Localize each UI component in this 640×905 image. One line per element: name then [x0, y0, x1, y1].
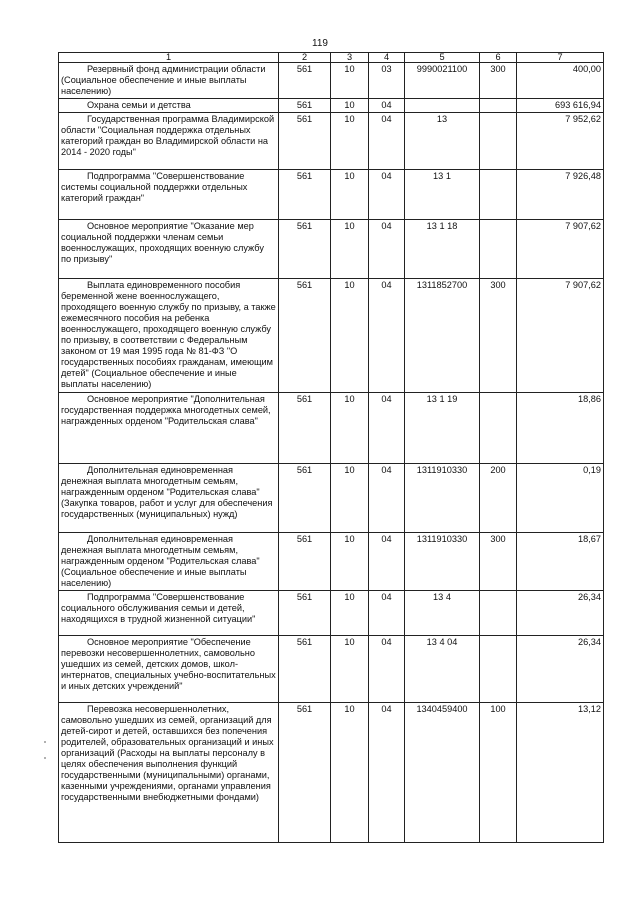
row-name: Подпрограмма "Совершенствование социального обслуживания семьи и детей, находящихся в трудной жизненной ситуации": [59, 591, 279, 636]
row-name: Резервный фонд администрации области (Социальное обеспечение и иные выплаты населению): [59, 63, 279, 99]
table-row: [59, 464, 604, 533]
row-name: Дополнительная единовременная денежная выплата многодетным семьям, награжденным орденом "Родительская слава" (Социальное обеспечение и иные выплаты населению): [59, 533, 279, 591]
row-amount: 0,19: [517, 464, 604, 533]
row-subsection: 04: [369, 533, 405, 591]
row-subsection: 04: [369, 393, 405, 464]
row-code-admin: 561: [279, 591, 331, 636]
row-code-admin: 561: [279, 99, 331, 113]
row-target-code: 13 1 19: [405, 393, 480, 464]
row-amount: 18,67: [517, 533, 604, 591]
row-target-code: 1340459400: [405, 703, 480, 843]
table-row: [59, 591, 604, 636]
row-expense-type: 100: [480, 703, 517, 843]
row-name: Основное мероприятие "Дополнительная государственная поддержка многодетных семей, награжденных орденом "Родительская слава": [59, 393, 279, 464]
row-subsection: 04: [369, 703, 405, 843]
row-section: 10: [331, 703, 369, 843]
header-col-6: 6: [480, 53, 517, 63]
row-name: Дополнительная единовременная денежная выплата многодетным семьям, награжденным орденом "Родительская слава" (Закупка товаров, работ и услуг для обеспечения государственных (муниципальных) нужд): [59, 464, 279, 533]
header-col-7: 7: [517, 53, 604, 63]
budget-table: [58, 52, 604, 843]
row-code-admin: 561: [279, 63, 331, 99]
row-expense-type: 200: [480, 464, 517, 533]
table-row: [59, 636, 604, 703]
table-row: [59, 533, 604, 591]
table-row: [59, 703, 604, 843]
row-subsection: 04: [369, 464, 405, 533]
row-code-admin: 561: [279, 636, 331, 703]
row-expense-type: [480, 170, 517, 220]
row-name: Основное мероприятие "Оказание мер социальной поддержки членам семьи военнослужащих, проходящих военную службу по призыву": [59, 220, 279, 279]
row-code-admin: 561: [279, 170, 331, 220]
row-name: Перевозка несовершеннолетних, самовольно ушедших из семей, организаций для детей-сирот и детей, оставшихся без попечения родителей, образовательных организаций и иных организаций (Расходы на выплаты персоналу в целях обеспечения выполнения функций государственными (муниципальными) органами, казенными учреждениями, органами управления государственными внебюджетными фондами): [59, 703, 279, 843]
row-section: 10: [331, 63, 369, 99]
row-expense-type: [480, 591, 517, 636]
row-section: 10: [331, 220, 369, 279]
row-amount: 26,34: [517, 591, 604, 636]
row-subsection: 04: [369, 99, 405, 113]
row-name: Охрана семьи и детства: [59, 99, 279, 113]
row-code-admin: 561: [279, 393, 331, 464]
row-expense-type: [480, 393, 517, 464]
row-expense-type: 300: [480, 279, 517, 393]
row-expense-type: [480, 636, 517, 703]
row-target-code: 1311910330: [405, 533, 480, 591]
scan-speck: [44, 757, 46, 759]
row-subsection: 04: [369, 636, 405, 703]
row-target-code: 13 4: [405, 591, 480, 636]
row-target-code: 13 1: [405, 170, 480, 220]
row-amount: 7 907,62: [517, 220, 604, 279]
table-row: [59, 279, 604, 393]
row-target-code: 13: [405, 113, 480, 170]
row-target-code: 13 1 18: [405, 220, 480, 279]
row-section: 10: [331, 636, 369, 703]
row-section: 10: [331, 393, 369, 464]
table-row: [59, 63, 604, 99]
header-col-4: 4: [369, 53, 405, 63]
row-code-admin: 561: [279, 279, 331, 393]
row-expense-type: 300: [480, 533, 517, 591]
row-amount: 7 952,62: [517, 113, 604, 170]
table-row: [59, 113, 604, 170]
row-amount: 26,34: [517, 636, 604, 703]
row-section: 10: [331, 533, 369, 591]
row-subsection: 04: [369, 220, 405, 279]
row-code-admin: 561: [279, 113, 331, 170]
table-row: [59, 170, 604, 220]
row-amount: 400,00: [517, 63, 604, 99]
row-subsection: 03: [369, 63, 405, 99]
header-col-1: 1: [59, 53, 279, 63]
row-expense-type: [480, 113, 517, 170]
row-amount: 7 926,48: [517, 170, 604, 220]
row-amount: 18,86: [517, 393, 604, 464]
row-name: Подпрограмма "Совершенствование системы социальной поддержки отдельных категорий граждан": [59, 170, 279, 220]
table-row: [59, 393, 604, 464]
row-code-admin: 561: [279, 533, 331, 591]
row-target-code: 1311910330: [405, 464, 480, 533]
scan-speck: [44, 741, 46, 743]
row-subsection: 04: [369, 170, 405, 220]
header-col-2: 2: [279, 53, 331, 63]
row-amount: 7 907,62: [517, 279, 604, 393]
row-amount: 693 616,94: [517, 99, 604, 113]
row-section: 10: [331, 591, 369, 636]
row-name: Государственная программа Владимирской области "Социальная поддержка отдельных категорий граждан во Владимирской области на 2014 - 2020 годы": [59, 113, 279, 170]
row-subsection: 04: [369, 113, 405, 170]
row-target-code: [405, 99, 480, 113]
row-code-admin: 561: [279, 220, 331, 279]
row-section: 10: [331, 279, 369, 393]
row-code-admin: 561: [279, 703, 331, 843]
row-expense-type: [480, 99, 517, 113]
row-target-code: 13 4 04: [405, 636, 480, 703]
row-section: 10: [331, 99, 369, 113]
header-col-3: 3: [331, 53, 369, 63]
page-number: 119: [312, 38, 328, 49]
row-expense-type: [480, 220, 517, 279]
row-section: 10: [331, 113, 369, 170]
row-section: 10: [331, 170, 369, 220]
row-code-admin: 561: [279, 464, 331, 533]
row-subsection: 04: [369, 279, 405, 393]
row-target-code: 9990021100: [405, 63, 480, 99]
table-row: [59, 220, 604, 279]
table-header-row: [59, 53, 604, 63]
header-col-5: 5: [405, 53, 480, 63]
row-amount: 13,12: [517, 703, 604, 843]
table-row: [59, 99, 604, 113]
row-target-code: 1311852700: [405, 279, 480, 393]
row-expense-type: 300: [480, 63, 517, 99]
row-name: Основное мероприятие "Обеспечение перевозки несовершеннолетних, самовольно ушедших из семей, детских домов, школ-интернатов, специальных учебно-воспитательных и иных детских учреждений": [59, 636, 279, 703]
row-name: Выплата единовременного пособия беременной жене военнослужащего, проходящего военную службу по призыву, а также ежемесячного пособия на ребенка военнослужащего, проходящего военную службу по призыву, в соответствии с Федеральным законом от 19 мая 1995 года № 81-ФЗ "О государственных пособиях гражданам, имеющим детей" (Социальное обеспечение и иные выплаты населению): [59, 279, 279, 393]
row-section: 10: [331, 464, 369, 533]
row-subsection: 04: [369, 591, 405, 636]
